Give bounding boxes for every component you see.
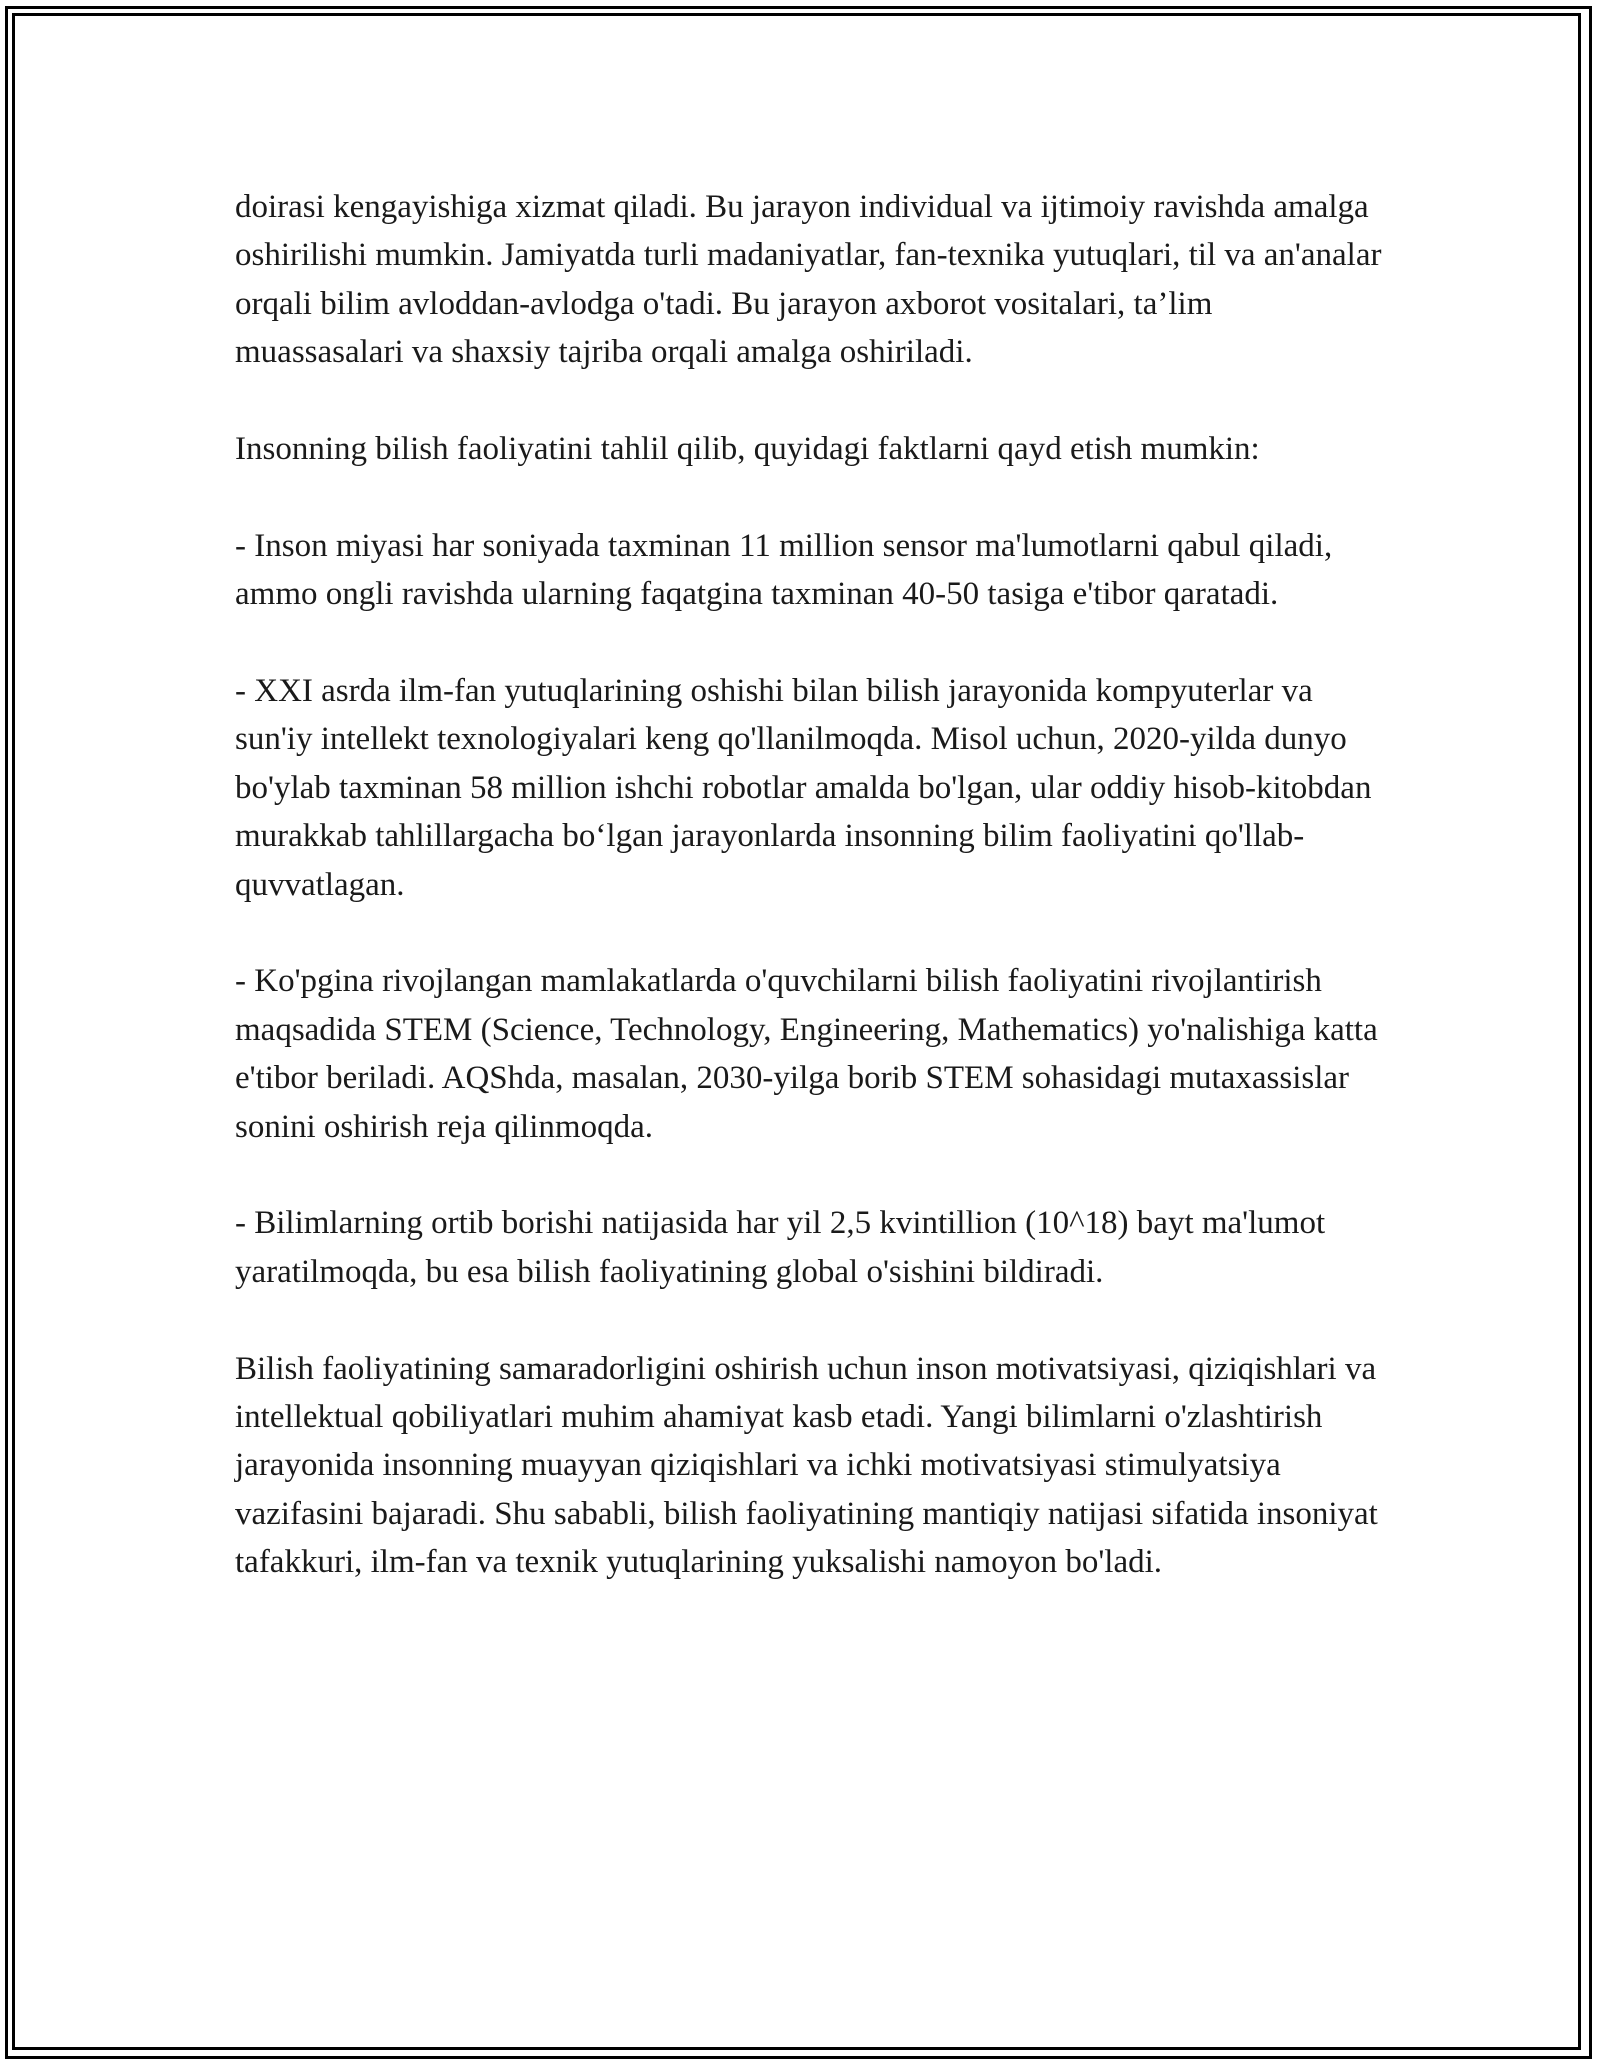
paragraph-conclusion: Bilish faoliyatining samaradorligini oshirish uchun inson motivatsiyasi, qiziqishlari va intellektual qobiliyatlari muhim ahamiyat kasb etadi. Yangi bilimlarni o'zlashtirish jarayonida insonning muayyan qiziqishlari va ichki motivatsiyasi stimulyatsiya vazifasini bajaradi. Shu sababli, bilish faoliyatining mantiqiy natijasi sifatida insoniyat tafakkuri, ilm-fan va texnik yutuqlarining yuksalishi namoyon bo'ladi. [235, 1350, 1378, 1581]
paragraph-intro: doirasi kengayishiga xizmat qiladi. Bu jarayon individual va ijtimoiy ravishda amalga oshirilishi mumkin. Jamiyatda turli madaniyatlar, fan-texnika yutuqlari, til va an'analar orqali bilim avloddan-avlodga o'tadi. Bu jarayon axborot vositalari, ta’lim muassasalari va shaxsiy tajriba orqali amalga oshiriladi. [235, 189, 1382, 371]
list-item-stem: - Ko'pgina rivojlangan mamlakatlarda o'quvchilarni bilish faoliyatini rivojlantirish maqsadida STEM (Science, Technology, Engineering, Mathematics) yo'nalishiga katta e'tibor beriladi. AQShda, masalan, 2030-yilga borib STEM sohasidagi mutaxassislar sonini oshirish reja qilinmoqda. [235, 963, 1378, 1145]
list-item-data-growth: - Bilimlarning ortib borishi natijasida har yil 2,5 kvintillion (10^18) bayt ma'lumot yaratilmoqda, bu esa bilish faoliyatining global o'sishini bildiradi. [235, 1205, 1326, 1290]
document-body [235, 183, 1385, 1587]
paragraph-facts-lead: Insonning bilish faoliyatini tahlil qilib, quyidagi faktlarni qayd etish mumkin: [235, 431, 1260, 468]
list-item-brain-sensors: - Inson miyasi har soniyada taxminan 11 million sensor ma'lumotlarni qabul qiladi, ammo ongli ravishda ularning faqatgina taxminan 40-50 tasiga e'tibor qaratadi. [235, 527, 1333, 613]
list-item-ai-robots: - XXI asrda ilm-fan yutuqlarining oshishi bilan bilish jarayonida kompyuterlar va sun'iy intellekt texnologiyalari keng qo'llanilmoqda. Misol uchun, 2020-yilda dunyo bo'ylab taxminan 58 million ishchi robotlar amalda bo'lgan, ular oddiy hisob-kitobdan murakkab tahlillargacha bo‘lgan jarayonlarda insonning bilim faoliyatini qo'llab-quvvatlagan. [235, 673, 1372, 903]
